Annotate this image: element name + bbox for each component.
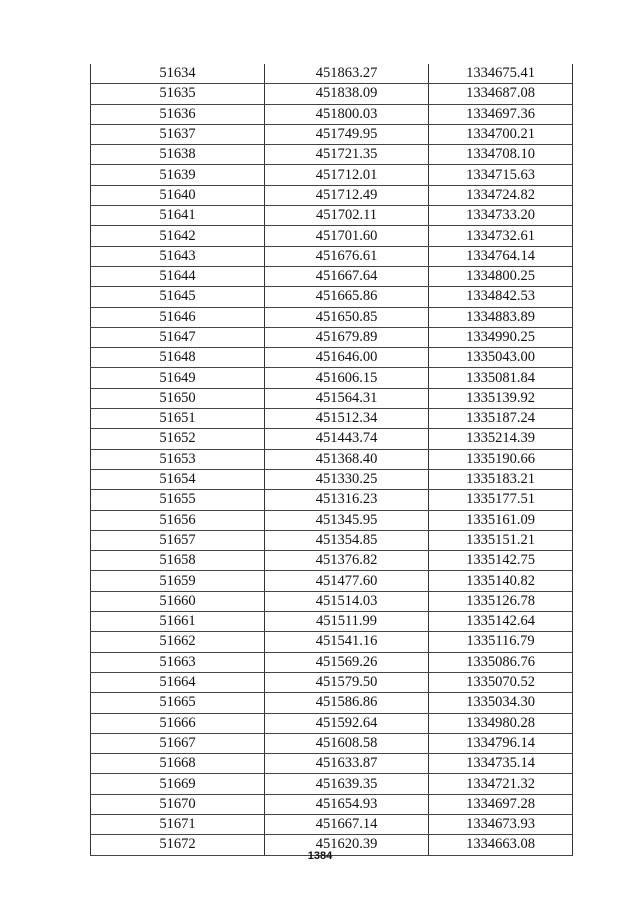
x-coordinate-cell: 451586.86 [265, 693, 429, 713]
table-row [91, 226, 573, 246]
y-coordinate-cell: 1335142.64 [429, 612, 573, 632]
point-id-cell: 51656 [91, 510, 265, 530]
point-id-cell: 51640 [91, 185, 265, 205]
point-id-cell: 51635 [91, 84, 265, 104]
table-row [91, 124, 573, 144]
x-coordinate-cell: 451654.93 [265, 794, 429, 814]
point-id-cell: 51657 [91, 530, 265, 550]
table-row [91, 713, 573, 733]
y-coordinate-cell: 1334721.32 [429, 774, 573, 794]
y-coordinate-cell: 1335161.09 [429, 510, 573, 530]
point-id-cell: 51663 [91, 652, 265, 672]
y-coordinate-cell: 1334800.25 [429, 266, 573, 286]
x-coordinate-cell: 451514.03 [265, 591, 429, 611]
point-id-cell: 51642 [91, 226, 265, 246]
x-coordinate-cell: 451721.35 [265, 145, 429, 165]
x-coordinate-cell: 451712.01 [265, 165, 429, 185]
point-id-cell: 51666 [91, 713, 265, 733]
point-id-cell: 51643 [91, 246, 265, 266]
x-coordinate-cell: 451679.89 [265, 327, 429, 347]
x-coordinate-cell: 451838.09 [265, 84, 429, 104]
y-coordinate-cell: 1335081.84 [429, 368, 573, 388]
point-id-cell: 51670 [91, 794, 265, 814]
point-id-cell: 51641 [91, 206, 265, 226]
y-coordinate-cell: 1335070.52 [429, 672, 573, 692]
x-coordinate-cell: 451443.74 [265, 429, 429, 449]
table-row [91, 327, 573, 347]
y-coordinate-cell: 1334687.08 [429, 84, 573, 104]
table-row [91, 429, 573, 449]
y-coordinate-cell: 1334990.25 [429, 327, 573, 347]
x-coordinate-cell: 451477.60 [265, 571, 429, 591]
point-id-cell: 51650 [91, 388, 265, 408]
point-id-cell: 51645 [91, 287, 265, 307]
x-coordinate-cell: 451863.27 [265, 64, 429, 84]
y-coordinate-cell: 1335139.92 [429, 388, 573, 408]
x-coordinate-cell: 451564.31 [265, 388, 429, 408]
x-coordinate-cell: 451620.39 [265, 835, 429, 855]
y-coordinate-cell: 1335034.30 [429, 693, 573, 713]
table-row [91, 185, 573, 205]
x-coordinate-cell: 451650.85 [265, 307, 429, 327]
coordinate-table [90, 64, 573, 856]
table-row [91, 388, 573, 408]
y-coordinate-cell: 1335190.66 [429, 449, 573, 469]
x-coordinate-cell: 451368.40 [265, 449, 429, 469]
table-row [91, 64, 573, 84]
table-row [91, 246, 573, 266]
table-row [91, 774, 573, 794]
table-row [91, 287, 573, 307]
y-coordinate-cell: 1334732.61 [429, 226, 573, 246]
y-coordinate-cell: 1334715.63 [429, 165, 573, 185]
table-row [91, 754, 573, 774]
point-id-cell: 51637 [91, 124, 265, 144]
x-coordinate-cell: 451701.60 [265, 226, 429, 246]
table-row [91, 469, 573, 489]
point-id-cell: 51672 [91, 835, 265, 855]
point-id-cell: 51634 [91, 64, 265, 84]
table-row [91, 368, 573, 388]
x-coordinate-cell: 451579.50 [265, 672, 429, 692]
y-coordinate-cell: 1334796.14 [429, 733, 573, 753]
x-coordinate-cell: 451702.11 [265, 206, 429, 226]
point-id-cell: 51668 [91, 754, 265, 774]
x-coordinate-cell: 451800.03 [265, 104, 429, 124]
point-id-cell: 51644 [91, 266, 265, 286]
y-coordinate-cell: 1334883.89 [429, 307, 573, 327]
y-coordinate-cell: 1335151.21 [429, 530, 573, 550]
y-coordinate-cell: 1335126.78 [429, 591, 573, 611]
x-coordinate-cell: 451608.58 [265, 733, 429, 753]
table-row [91, 449, 573, 469]
y-coordinate-cell: 1335142.75 [429, 551, 573, 571]
table-row [91, 307, 573, 327]
point-id-cell: 51648 [91, 348, 265, 368]
table-row [91, 672, 573, 692]
table-row [91, 591, 573, 611]
point-id-cell: 51664 [91, 672, 265, 692]
table-row [91, 814, 573, 834]
point-id-cell: 51662 [91, 632, 265, 652]
point-id-cell: 51669 [91, 774, 265, 794]
point-id-cell: 51660 [91, 591, 265, 611]
y-coordinate-cell: 1334697.28 [429, 794, 573, 814]
y-coordinate-cell: 1335214.39 [429, 429, 573, 449]
table-row [91, 104, 573, 124]
point-id-cell: 51652 [91, 429, 265, 449]
x-coordinate-cell: 451639.35 [265, 774, 429, 794]
table-row [91, 794, 573, 814]
y-coordinate-cell: 1335183.21 [429, 469, 573, 489]
y-coordinate-cell: 1335140.82 [429, 571, 573, 591]
page-number: 1384 [307, 850, 333, 862]
table-row [91, 693, 573, 713]
point-id-cell: 51639 [91, 165, 265, 185]
x-coordinate-cell: 451592.64 [265, 713, 429, 733]
x-coordinate-cell: 451606.15 [265, 368, 429, 388]
coordinate-table-body [91, 64, 573, 855]
point-id-cell: 51638 [91, 145, 265, 165]
y-coordinate-cell: 1334697.36 [429, 104, 573, 124]
table-row [91, 84, 573, 104]
table-row [91, 510, 573, 530]
point-id-cell: 51654 [91, 469, 265, 489]
point-id-cell: 51646 [91, 307, 265, 327]
y-coordinate-cell: 1334724.82 [429, 185, 573, 205]
table-row [91, 571, 573, 591]
point-id-cell: 51636 [91, 104, 265, 124]
y-coordinate-cell: 1335043.00 [429, 348, 573, 368]
y-coordinate-cell: 1334700.21 [429, 124, 573, 144]
point-id-cell: 51667 [91, 733, 265, 753]
x-coordinate-cell: 451511.99 [265, 612, 429, 632]
x-coordinate-cell: 451646.00 [265, 348, 429, 368]
table-row [91, 165, 573, 185]
y-coordinate-cell: 1334673.93 [429, 814, 573, 834]
point-id-cell: 51651 [91, 409, 265, 429]
x-coordinate-cell: 451665.86 [265, 287, 429, 307]
table-row [91, 348, 573, 368]
y-coordinate-cell: 1334663.08 [429, 835, 573, 855]
x-coordinate-cell: 451676.61 [265, 246, 429, 266]
point-id-cell: 51658 [91, 551, 265, 571]
y-coordinate-cell: 1334842.53 [429, 287, 573, 307]
point-id-cell: 51665 [91, 693, 265, 713]
y-coordinate-cell: 1335177.51 [429, 490, 573, 510]
x-coordinate-cell: 451345.95 [265, 510, 429, 530]
x-coordinate-cell: 451330.25 [265, 469, 429, 489]
x-coordinate-cell: 451376.82 [265, 551, 429, 571]
y-coordinate-cell: 1335086.76 [429, 652, 573, 672]
table-row [91, 632, 573, 652]
x-coordinate-cell: 451316.23 [265, 490, 429, 510]
table-row [91, 733, 573, 753]
table-row [91, 551, 573, 571]
table-row [91, 206, 573, 226]
x-coordinate-cell: 451667.14 [265, 814, 429, 834]
x-coordinate-cell: 451749.95 [265, 124, 429, 144]
x-coordinate-cell: 451712.49 [265, 185, 429, 205]
table-row [91, 145, 573, 165]
table-row [91, 612, 573, 632]
table-row [91, 652, 573, 672]
y-coordinate-cell: 1335116.79 [429, 632, 573, 652]
point-id-cell: 51661 [91, 612, 265, 632]
x-coordinate-cell: 451541.16 [265, 632, 429, 652]
x-coordinate-cell: 451633.87 [265, 754, 429, 774]
y-coordinate-cell: 1334980.28 [429, 713, 573, 733]
y-coordinate-cell: 1335187.24 [429, 409, 573, 429]
x-coordinate-cell: 451512.34 [265, 409, 429, 429]
y-coordinate-cell: 1334708.10 [429, 145, 573, 165]
y-coordinate-cell: 1334764.14 [429, 246, 573, 266]
x-coordinate-cell: 451667.64 [265, 266, 429, 286]
x-coordinate-cell: 451569.26 [265, 652, 429, 672]
table-row [91, 409, 573, 429]
y-coordinate-cell: 1334675.41 [429, 64, 573, 84]
x-coordinate-cell: 451354.85 [265, 530, 429, 550]
y-coordinate-cell: 1334733.20 [429, 206, 573, 226]
y-coordinate-cell: 1334735.14 [429, 754, 573, 774]
table-row [91, 266, 573, 286]
point-id-cell: 51647 [91, 327, 265, 347]
point-id-cell: 51659 [91, 571, 265, 591]
point-id-cell: 51655 [91, 490, 265, 510]
point-id-cell: 51653 [91, 449, 265, 469]
point-id-cell: 51671 [91, 814, 265, 834]
table-row [91, 490, 573, 510]
table-row [91, 530, 573, 550]
point-id-cell: 51649 [91, 368, 265, 388]
